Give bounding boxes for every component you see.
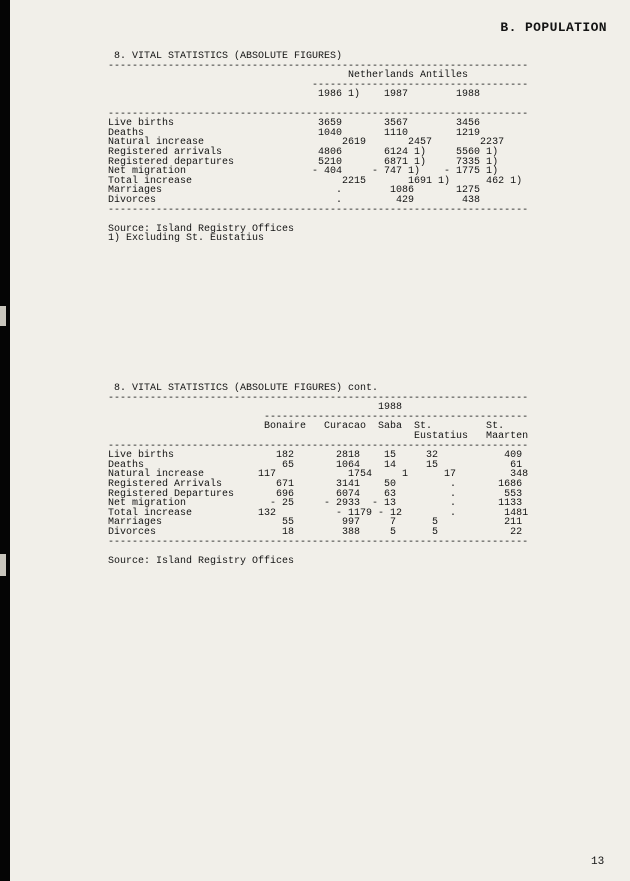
dashed-rule: ---------------------------------------------------------------------- <box>108 108 529 120</box>
column-headers: Bonaire Curacao Saba St. St. <box>108 421 505 433</box>
dashed-rule: ---------------------------------------------------------------------- <box>108 60 529 72</box>
dashed-rule: -------------------------------------------- <box>108 411 529 423</box>
dashed-rule: ------------------------------------ <box>108 79 529 91</box>
column-headers: 1986 1) 1987 1988 <box>108 89 481 101</box>
group-header: 1988 <box>108 402 403 414</box>
table-row: Divorces . 429 438 <box>108 194 481 206</box>
table-row: Net migration - 404 - 747 1) - 1775 1) <box>108 166 499 178</box>
dashed-rule: ---------------------------------------------------------------------- <box>108 536 529 548</box>
table-row: Deaths 1040 1110 1219 <box>108 127 481 139</box>
table-row: Marriages 55 997 7 5 211 <box>108 517 523 529</box>
page-header: B. POPULATION <box>500 20 607 35</box>
binder-notch <box>0 306 6 326</box>
table-row: Registered Departures 696 6074 63 . 553 <box>108 488 523 500</box>
binder-notch <box>0 554 6 576</box>
table-row: Registered Arrivals 671 3141 50 . 1686 <box>108 478 523 490</box>
table-vital-statistics-cont <box>108 384 528 566</box>
table-row: Live births 3659 3567 3456 <box>108 118 481 130</box>
table-row: Registered departures 5210 6871 1) 7335 1) <box>108 156 499 168</box>
table-row: Registered arrivals 4806 6124 1) 5560 1) <box>108 146 499 158</box>
table2-title: 8. VITAL STATISTICS (ABSOLUTE FIGURES) cont. <box>108 383 379 394</box>
table-row: Total increase 2215 1691 1) 462 1) <box>108 175 523 187</box>
scan-binding-edge <box>0 0 10 881</box>
table-row: Net migration - 25 - 2933 - 13 . 1133 <box>108 498 523 510</box>
group-header: Netherlands Antilles <box>108 70 469 82</box>
table-vital-statistics <box>108 52 528 244</box>
column-headers: Eustatius Maarten <box>108 430 529 442</box>
table-row: Deaths 65 1064 14 15 61 <box>108 459 523 471</box>
page-number: 13 <box>591 856 605 868</box>
source-note: Source: Island Registry Offices <box>108 223 295 235</box>
table-row: Live births 182 2818 15 32 409 <box>108 450 523 462</box>
footnote: 1) Excluding St. Eustatius <box>108 233 265 245</box>
table-row: Natural increase 117 1754 1 17 348 <box>108 469 529 481</box>
dashed-rule: ---------------------------------------------------------------------- <box>108 392 529 404</box>
table-row: Divorces 18 388 5 5 22 <box>108 526 523 538</box>
dashed-rule: ---------------------------------------------------------------------- <box>108 204 529 216</box>
table-row: Marriages . 1086 1275 <box>108 185 481 197</box>
dashed-rule: ---------------------------------------------------------------------- <box>108 440 529 452</box>
table-row: Total increase 132 - 1179 - 12 . 1481 <box>108 507 529 519</box>
table1-title: 8. VITAL STATISTICS (ABSOLUTE FIGURES) <box>108 51 343 62</box>
table-row: Natural increase 2619 2457 2237 <box>108 137 505 149</box>
source-note: Source: Island Registry Offices <box>108 555 295 567</box>
